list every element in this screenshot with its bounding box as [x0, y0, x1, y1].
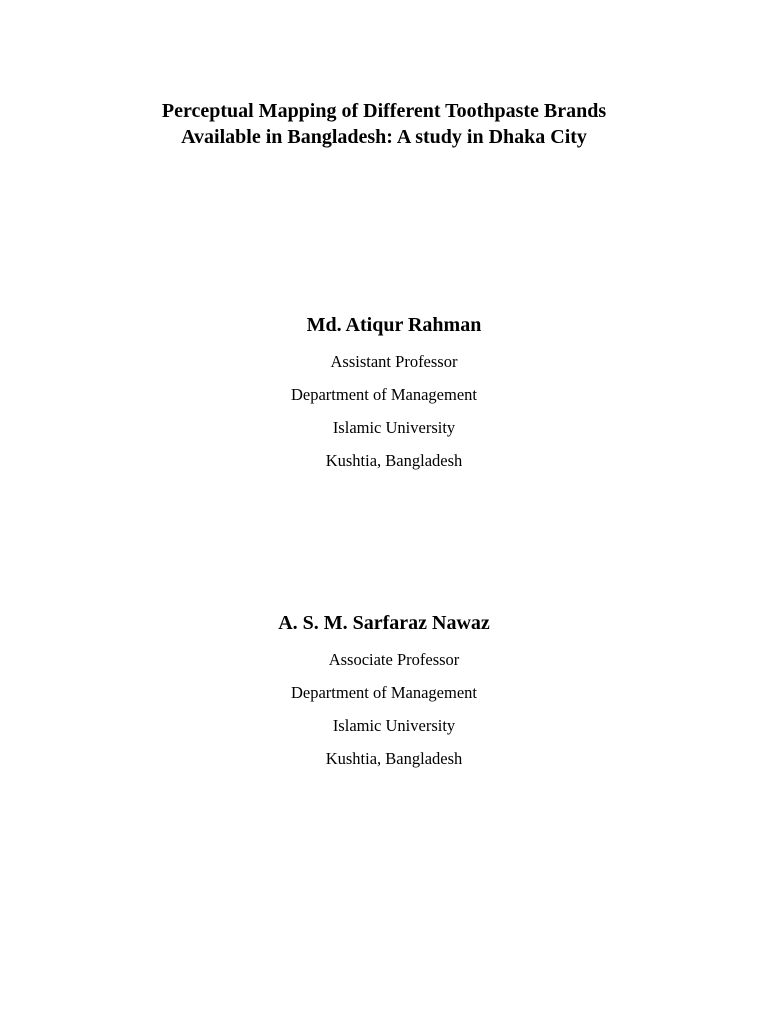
paper-title-line-1: Perceptual Mapping of Different Toothpaste Brands: [161, 100, 607, 122]
author-position: Associate Professor: [328, 650, 460, 669]
author-department: Department of Management: [290, 385, 477, 404]
author-name: A. S. M. Sarfaraz Nawaz: [278, 612, 490, 634]
paper-title-line-2: Available in Bangladesh: A study in Dhaka City: [181, 126, 587, 148]
author-location: Kushtia, Bangladesh: [325, 451, 463, 470]
author-university: Islamic University: [332, 716, 456, 735]
author-department: Department of Management: [290, 683, 477, 702]
author-position: Assistant Professor: [330, 352, 458, 371]
paper-title: [0, 98, 768, 150]
author-name: Md. Atiqur Rahman: [306, 314, 482, 336]
author-block-1: [0, 312, 768, 477]
author-location: Kushtia, Bangladesh: [325, 749, 463, 768]
author-university: Islamic University: [332, 418, 456, 437]
author-block-2: [0, 610, 768, 775]
